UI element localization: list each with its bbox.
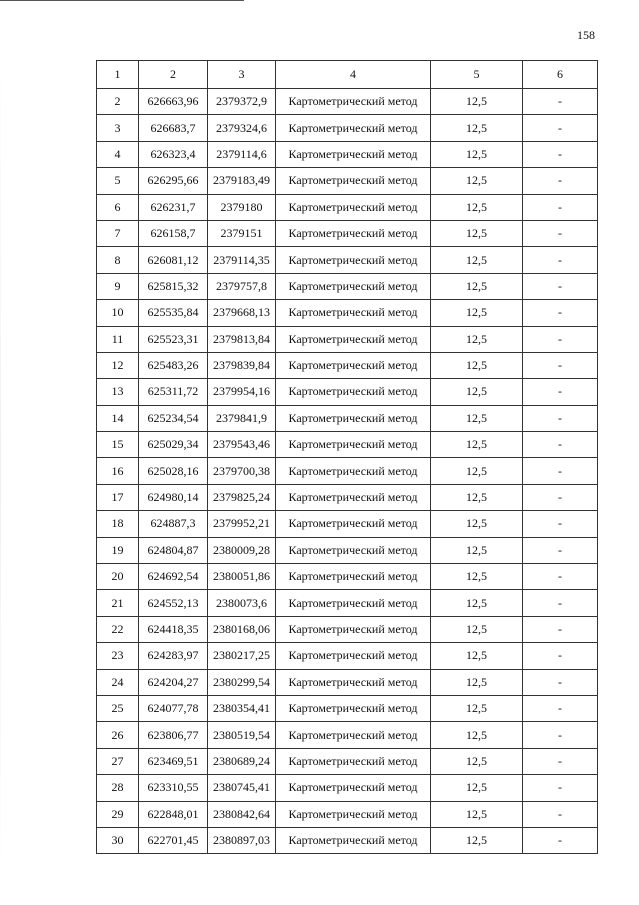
table-row (97, 194, 598, 220)
table-row (97, 484, 598, 510)
table-header-row (97, 61, 598, 89)
row-number-cell: 29 (97, 801, 139, 827)
note-cell: - (523, 695, 598, 721)
coord-x-cell: 626295,66 (139, 168, 208, 194)
coord-y-cell: 2379952,21 (208, 511, 276, 537)
note-cell: - (523, 748, 598, 774)
method-cell: Картометрический метод (276, 247, 431, 273)
table-row (97, 220, 598, 246)
row-number-cell: 23 (97, 643, 139, 669)
row-number-cell: 12 (97, 352, 139, 378)
coord-x-cell: 626663,96 (139, 89, 208, 115)
table-row (97, 775, 598, 801)
coord-y-cell: 2379114,6 (208, 141, 276, 167)
accuracy-cell: 12,5 (431, 564, 523, 590)
method-cell: Картометрический метод (276, 695, 431, 721)
coord-x-cell: 626323,4 (139, 141, 208, 167)
row-number-cell: 20 (97, 564, 139, 590)
coord-x-cell: 623469,51 (139, 748, 208, 774)
coord-y-cell: 2379183,49 (208, 168, 276, 194)
header-cell: 5 (431, 61, 523, 89)
coord-y-cell: 2380009,28 (208, 537, 276, 563)
note-cell: - (523, 326, 598, 352)
note-cell: - (523, 669, 598, 695)
coordinates-table (96, 60, 598, 854)
coord-y-cell: 2379757,8 (208, 273, 276, 299)
coord-y-cell: 2380073,6 (208, 590, 276, 616)
table-row (97, 722, 598, 748)
method-cell: Картометрический метод (276, 748, 431, 774)
header-cell: 2 (139, 61, 208, 89)
table-row (97, 300, 598, 326)
note-cell: - (523, 827, 598, 853)
coord-x-cell: 623806,77 (139, 722, 208, 748)
method-cell: Картометрический метод (276, 722, 431, 748)
coord-y-cell: 2380051,86 (208, 564, 276, 590)
note-cell: - (523, 511, 598, 537)
note-cell: - (523, 590, 598, 616)
note-cell: - (523, 458, 598, 484)
row-number-cell: 7 (97, 220, 139, 246)
coord-y-cell: 2380745,41 (208, 775, 276, 801)
table-row (97, 273, 598, 299)
accuracy-cell: 12,5 (431, 775, 523, 801)
coord-x-cell: 624204,27 (139, 669, 208, 695)
accuracy-cell: 12,5 (431, 326, 523, 352)
row-number-cell: 27 (97, 748, 139, 774)
accuracy-cell: 12,5 (431, 168, 523, 194)
coord-x-cell: 624077,78 (139, 695, 208, 721)
coord-x-cell: 625483,26 (139, 352, 208, 378)
table-row (97, 511, 598, 537)
coord-x-cell: 624552,13 (139, 590, 208, 616)
accuracy-cell: 12,5 (431, 247, 523, 273)
row-number-cell: 28 (97, 775, 139, 801)
coord-x-cell: 623310,55 (139, 775, 208, 801)
method-cell: Картометрический метод (276, 89, 431, 115)
row-number-cell: 22 (97, 616, 139, 642)
accuracy-cell: 12,5 (431, 458, 523, 484)
method-cell: Картометрический метод (276, 537, 431, 563)
coord-x-cell: 626231,7 (139, 194, 208, 220)
method-cell: Картометрический метод (276, 775, 431, 801)
table-row (97, 748, 598, 774)
row-number-cell: 2 (97, 89, 139, 115)
row-number-cell: 6 (97, 194, 139, 220)
table-row (97, 89, 598, 115)
table-row (97, 379, 598, 405)
coord-y-cell: 2380519,54 (208, 722, 276, 748)
coord-y-cell: 2379543,46 (208, 432, 276, 458)
accuracy-cell: 12,5 (431, 89, 523, 115)
method-cell: Картометрический метод (276, 669, 431, 695)
coord-x-cell: 624283,97 (139, 643, 208, 669)
row-number-cell: 5 (97, 168, 139, 194)
accuracy-cell: 12,5 (431, 405, 523, 431)
header-cell: 3 (208, 61, 276, 89)
coord-y-cell: 2379841,9 (208, 405, 276, 431)
accuracy-cell: 12,5 (431, 722, 523, 748)
coord-x-cell: 625234,54 (139, 405, 208, 431)
note-cell: - (523, 775, 598, 801)
note-cell: - (523, 168, 598, 194)
accuracy-cell: 12,5 (431, 643, 523, 669)
accuracy-cell: 12,5 (431, 616, 523, 642)
coord-x-cell: 625815,32 (139, 273, 208, 299)
accuracy-cell: 12,5 (431, 748, 523, 774)
note-cell: - (523, 352, 598, 378)
table-row (97, 643, 598, 669)
table-row (97, 115, 598, 141)
coord-x-cell: 626158,7 (139, 220, 208, 246)
coord-x-cell: 626683,7 (139, 115, 208, 141)
method-cell: Картометрический метод (276, 352, 431, 378)
accuracy-cell: 12,5 (431, 273, 523, 299)
accuracy-cell: 12,5 (431, 115, 523, 141)
note-cell: - (523, 564, 598, 590)
note-cell: - (523, 801, 598, 827)
row-number-cell: 4 (97, 141, 139, 167)
note-cell: - (523, 432, 598, 458)
method-cell: Картометрический метод (276, 405, 431, 431)
coord-y-cell: 2380299,54 (208, 669, 276, 695)
table-row (97, 168, 598, 194)
accuracy-cell: 12,5 (431, 141, 523, 167)
accuracy-cell: 12,5 (431, 827, 523, 853)
coord-y-cell: 2379813,84 (208, 326, 276, 352)
accuracy-cell: 12,5 (431, 801, 523, 827)
accuracy-cell: 12,5 (431, 695, 523, 721)
table-row (97, 247, 598, 273)
table-row (97, 616, 598, 642)
accuracy-cell: 12,5 (431, 669, 523, 695)
row-number-cell: 30 (97, 827, 139, 853)
coord-x-cell: 622848,01 (139, 801, 208, 827)
method-cell: Картометрический метод (276, 273, 431, 299)
table-row (97, 537, 598, 563)
method-cell: Картометрический метод (276, 484, 431, 510)
method-cell: Картометрический метод (276, 220, 431, 246)
coord-y-cell: 2380168,06 (208, 616, 276, 642)
table-row (97, 801, 598, 827)
note-cell: - (523, 484, 598, 510)
row-number-cell: 19 (97, 537, 139, 563)
coord-y-cell: 2380354,41 (208, 695, 276, 721)
coord-y-cell: 2380217,25 (208, 643, 276, 669)
note-cell: - (523, 722, 598, 748)
method-cell: Картометрический метод (276, 643, 431, 669)
method-cell: Картометрический метод (276, 511, 431, 537)
method-cell: Картометрический метод (276, 616, 431, 642)
method-cell: Картометрический метод (276, 801, 431, 827)
method-cell: Картометрический метод (276, 194, 431, 220)
coord-y-cell: 2380842,64 (208, 801, 276, 827)
row-number-cell: 21 (97, 590, 139, 616)
method-cell: Картометрический метод (276, 458, 431, 484)
accuracy-cell: 12,5 (431, 537, 523, 563)
coord-y-cell: 2379839,84 (208, 352, 276, 378)
note-cell: - (523, 379, 598, 405)
coord-y-cell: 2379372,9 (208, 89, 276, 115)
accuracy-cell: 12,5 (431, 590, 523, 616)
accuracy-cell: 12,5 (431, 379, 523, 405)
header-cell: 6 (523, 61, 598, 89)
accuracy-cell: 12,5 (431, 484, 523, 510)
note-cell: - (523, 194, 598, 220)
table-row (97, 590, 598, 616)
header-cell: 4 (276, 61, 431, 89)
note-cell: - (523, 247, 598, 273)
table-row (97, 669, 598, 695)
coord-x-cell: 625311,72 (139, 379, 208, 405)
coord-y-cell: 2380897,03 (208, 827, 276, 853)
coord-y-cell: 2379324,6 (208, 115, 276, 141)
note-cell: - (523, 220, 598, 246)
method-cell: Картометрический метод (276, 564, 431, 590)
row-number-cell: 16 (97, 458, 139, 484)
row-number-cell: 13 (97, 379, 139, 405)
row-number-cell: 26 (97, 722, 139, 748)
coord-x-cell: 624980,14 (139, 484, 208, 510)
accuracy-cell: 12,5 (431, 194, 523, 220)
method-cell: Картометрический метод (276, 168, 431, 194)
note-cell: - (523, 300, 598, 326)
table-row (97, 827, 598, 853)
table-row (97, 564, 598, 590)
coord-x-cell: 624418,35 (139, 616, 208, 642)
page-number: 158 (577, 28, 595, 42)
row-number-cell: 17 (97, 484, 139, 510)
row-number-cell: 11 (97, 326, 139, 352)
method-cell: Картометрический метод (276, 141, 431, 167)
coord-x-cell: 625523,31 (139, 326, 208, 352)
coord-y-cell: 2379668,13 (208, 300, 276, 326)
method-cell: Картометрический метод (276, 300, 431, 326)
coord-y-cell: 2379180 (208, 194, 276, 220)
row-number-cell: 18 (97, 511, 139, 537)
scan-edge (0, 40, 1, 900)
row-number-cell: 24 (97, 669, 139, 695)
coord-x-cell: 625028,16 (139, 458, 208, 484)
coord-y-cell: 2379114,35 (208, 247, 276, 273)
accuracy-cell: 12,5 (431, 432, 523, 458)
note-cell: - (523, 537, 598, 563)
table-row (97, 695, 598, 721)
note-cell: - (523, 115, 598, 141)
accuracy-cell: 12,5 (431, 352, 523, 378)
note-cell: - (523, 405, 598, 431)
method-cell: Картометрический метод (276, 590, 431, 616)
coord-x-cell: 626081,12 (139, 247, 208, 273)
coord-x-cell: 624692,54 (139, 564, 208, 590)
top-divider-line (0, 0, 244, 1)
coord-x-cell: 625029,34 (139, 432, 208, 458)
table-row (97, 141, 598, 167)
note-cell: - (523, 643, 598, 669)
coord-x-cell: 624887,3 (139, 511, 208, 537)
method-cell: Картометрический метод (276, 827, 431, 853)
table-body (97, 61, 598, 854)
row-number-cell: 8 (97, 247, 139, 273)
table-row (97, 326, 598, 352)
coord-y-cell: 2380689,24 (208, 748, 276, 774)
table-row (97, 458, 598, 484)
row-number-cell: 25 (97, 695, 139, 721)
coord-y-cell: 2379954,16 (208, 379, 276, 405)
coord-x-cell: 625535,84 (139, 300, 208, 326)
accuracy-cell: 12,5 (431, 220, 523, 246)
coord-y-cell: 2379825,24 (208, 484, 276, 510)
table-row (97, 432, 598, 458)
coord-x-cell: 624804,87 (139, 537, 208, 563)
coord-y-cell: 2379151 (208, 220, 276, 246)
accuracy-cell: 12,5 (431, 300, 523, 326)
table-row (97, 352, 598, 378)
method-cell: Картометрический метод (276, 115, 431, 141)
row-number-cell: 9 (97, 273, 139, 299)
accuracy-cell: 12,5 (431, 511, 523, 537)
coord-y-cell: 2379700,38 (208, 458, 276, 484)
note-cell: - (523, 89, 598, 115)
row-number-cell: 15 (97, 432, 139, 458)
method-cell: Картометрический метод (276, 432, 431, 458)
method-cell: Картометрический метод (276, 326, 431, 352)
note-cell: - (523, 273, 598, 299)
row-number-cell: 14 (97, 405, 139, 431)
row-number-cell: 3 (97, 115, 139, 141)
table-row (97, 405, 598, 431)
method-cell: Картометрический метод (276, 379, 431, 405)
note-cell: - (523, 141, 598, 167)
header-cell: 1 (97, 61, 139, 89)
note-cell: - (523, 616, 598, 642)
coord-x-cell: 622701,45 (139, 827, 208, 853)
row-number-cell: 10 (97, 300, 139, 326)
